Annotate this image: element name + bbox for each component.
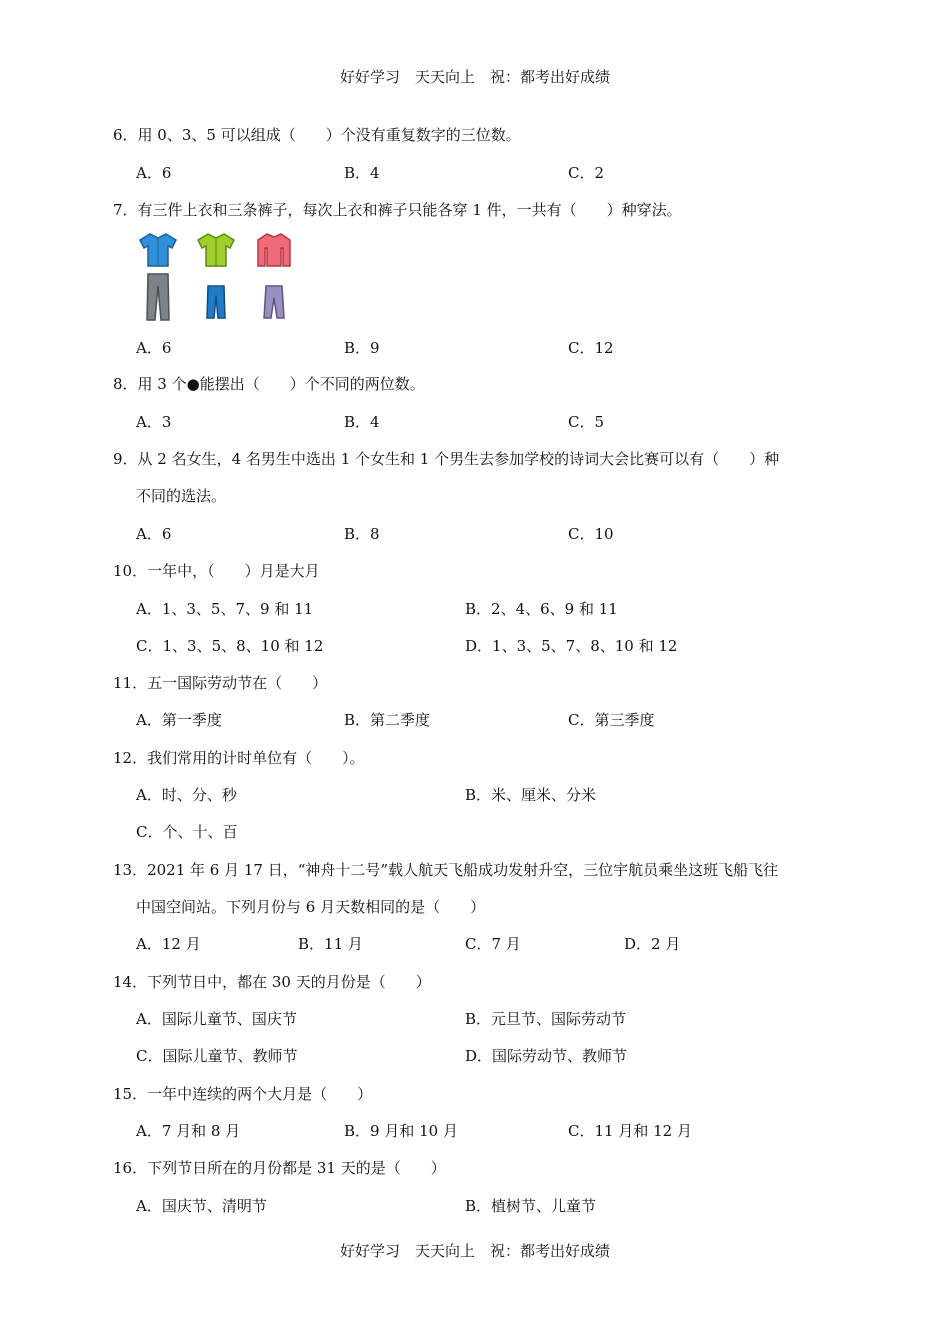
question-8: 8．用 3 个●能摆出（ ）个不同的两位数。 [113, 375, 425, 393]
q9-option-b[interactable]: B．8 [344, 525, 380, 543]
question-12: 12．我们常用的计时单位有（ ）。 [113, 749, 365, 767]
q11-option-c[interactable]: C．第三季度 [568, 711, 655, 729]
q10-option-c[interactable]: C．1、3、5、8、10 和 12 [136, 637, 324, 655]
q11-option-a[interactable]: A．第一季度 [136, 711, 222, 729]
q16-option-a[interactable]: A．国庆节、清明节 [136, 1197, 267, 1215]
question-13: 13．2021 年 6 月 17 日，“神舟十二号”载人航天飞船成功发射升空，三位宇航员乘坐这班飞船飞往 [113, 861, 779, 879]
shirts-row [136, 228, 296, 272]
q7-option-c[interactable]: C．12 [568, 339, 614, 357]
q14-option-c[interactable]: C．国际儿童节、教师节 [136, 1047, 298, 1065]
q15-option-a[interactable]: A．7 月和 8 月 [136, 1122, 241, 1140]
purple-pants-icon [252, 272, 296, 322]
q15-option-c[interactable]: C．11 月和 12 月 [568, 1122, 692, 1140]
question-14: 14．下列节日中，都在 30 天的月份是（ ） [113, 973, 431, 991]
q10-option-d[interactable]: D．1、3、5、7、8、10 和 12 [465, 637, 678, 655]
question-13-continued: 中国空间站。下列月份与 6 月天数相同的是（ ） [136, 898, 486, 916]
q9-option-a[interactable]: A．6 [136, 525, 172, 543]
q12-option-a[interactable]: A．时、分、秒 [136, 786, 237, 804]
question-7: 7．有三件上衣和三条裤子，每次上衣和裤子只能各穿 1 件，一共有（ ）种穿法。 [113, 201, 682, 219]
q8-option-b[interactable]: B．4 [344, 413, 380, 431]
question-15: 15．一年中连续的两个大月是（ ） [113, 1085, 373, 1103]
q12-option-c[interactable]: C．个、十、百 [136, 823, 238, 841]
question-9: 9．从 2 名女生，4 名男生中选出 1 个女生和 1 个男生去参加学校的诗词大会比赛可以有（ ）种 [113, 450, 780, 468]
question-10: 10．一年中，（ ）月是大月 [113, 562, 320, 580]
q11-option-b[interactable]: B．第二季度 [344, 711, 431, 729]
pants-row [136, 272, 296, 322]
page-header: 好好学习 天天向上 祝：都考出好成绩 [339, 68, 610, 86]
q10-option-b[interactable]: B．2、4、6、9 和 11 [465, 600, 618, 618]
q13-option-b[interactable]: B．11 月 [298, 935, 363, 953]
q10-option-a[interactable]: A．1、3、5、7、9 和 11 [136, 600, 314, 618]
q9-option-c[interactable]: C．10 [568, 525, 614, 543]
q14-option-b[interactable]: B．元旦节、国际劳动节 [465, 1010, 627, 1028]
q16-option-b[interactable]: B．植树节、儿童节 [465, 1197, 597, 1215]
q14-option-a[interactable]: A．国际儿童节、国庆节 [136, 1010, 297, 1028]
q6-option-c[interactable]: C．2 [568, 164, 605, 182]
q6-option-a[interactable]: A．6 [136, 164, 172, 182]
question-6: 6．用 0、3、5 可以组成（ ）个没有重复数字的三位数。 [113, 126, 521, 144]
green-shirt-icon [194, 228, 238, 272]
question-16: 16．下列节日所在的月份都是 31 天的是（ ） [113, 1159, 446, 1177]
blue-pants-icon [194, 272, 238, 322]
red-jacket-icon [252, 228, 296, 272]
q13-option-c[interactable]: C．7 月 [465, 935, 521, 953]
q14-option-d[interactable]: D．国际劳动节、教师节 [465, 1047, 628, 1065]
blue-shirt-icon [136, 228, 180, 272]
q13-option-d[interactable]: D．2 月 [624, 935, 681, 953]
q6-option-b[interactable]: B．4 [344, 164, 380, 182]
page-footer: 好好学习 天天向上 祝：都考出好成绩 [339, 1242, 610, 1260]
q8-option-a[interactable]: A．3 [136, 413, 172, 431]
q8-option-c[interactable]: C．5 [568, 413, 605, 431]
question-9-continued: 不同的选法。 [136, 487, 227, 505]
q13-option-a[interactable]: A．12 月 [136, 935, 201, 953]
q12-option-b[interactable]: B．米、厘米、分米 [465, 786, 597, 804]
gray-pants-icon [136, 272, 180, 322]
q7-option-a[interactable]: A．6 [136, 339, 172, 357]
q15-option-b[interactable]: B．9 月和 10 月 [344, 1122, 458, 1140]
question-11: 11．五一国际劳动节在（ ） [113, 674, 328, 692]
q7-option-b[interactable]: B．9 [344, 339, 380, 357]
